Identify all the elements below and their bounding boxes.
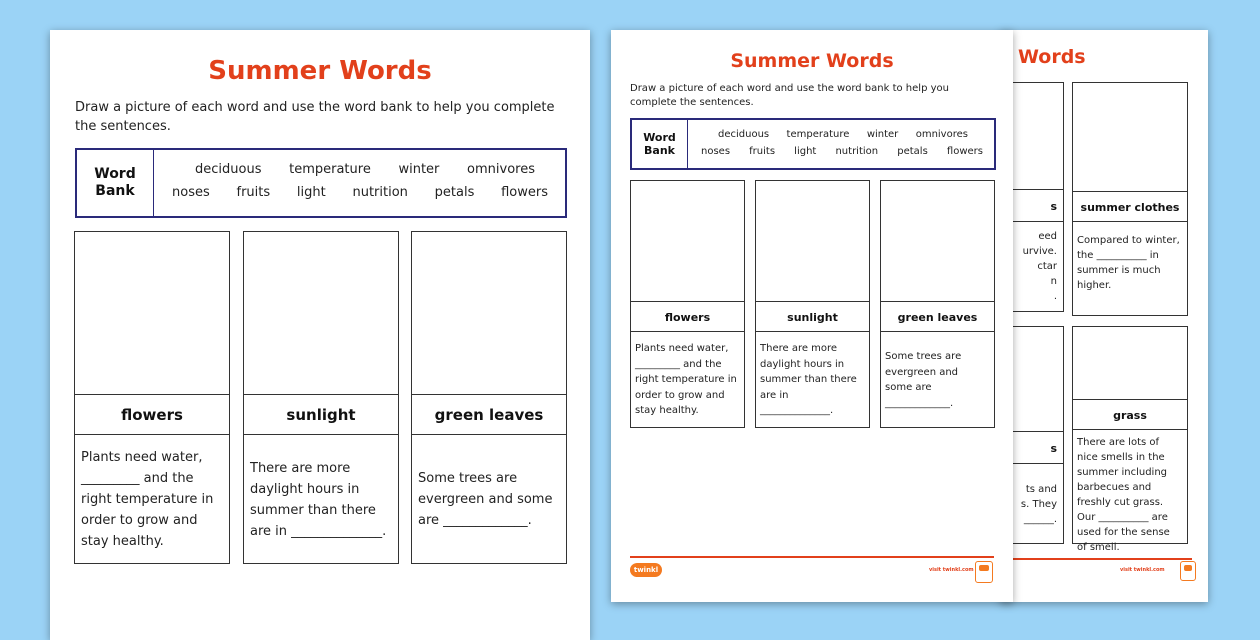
- back-card-sentence: There are lots of nice smells in the summer including barbecues and freshly cut grass. Our __________ are used for the sense of smell.: [1077, 437, 1170, 553]
- bank-word: nutrition: [835, 146, 879, 157]
- front-instructions: Draw a picture of each word and use the word bank to help you complete the sentences.: [75, 100, 555, 134]
- front-card-sentence: Some trees are evergreen and some are _____________.: [418, 471, 553, 528]
- front-card-sentence: There are more daylight hours in summer than there are in ______________.: [250, 460, 387, 539]
- front-word-bank-row1: [195, 162, 535, 177]
- middle-card-sunlight: [755, 180, 870, 428]
- back-footer-line: [1010, 558, 1192, 560]
- bank-word: petals: [897, 146, 928, 157]
- bank-word: petals: [434, 185, 475, 200]
- back-card-word: summer clothes: [1073, 193, 1187, 222]
- middle-word-bank-label: Word Bank: [632, 120, 688, 168]
- twinkl-logo: twinkl: [630, 563, 662, 577]
- bank-word: temperature: [289, 162, 371, 177]
- middle-card-flowers: [630, 180, 745, 428]
- front-card-green-leaves: [411, 231, 567, 564]
- bank-word: temperature: [786, 129, 850, 140]
- front-worksheet: [50, 30, 590, 640]
- back-partial-line: ts and: [1025, 483, 1057, 495]
- middle-card-word: green leaves: [881, 303, 994, 332]
- bank-word: light: [794, 146, 817, 157]
- middle-word-bank: [630, 118, 996, 170]
- back-award-badge-icon: [1180, 561, 1196, 581]
- front-word-bank-row2: [172, 185, 548, 200]
- front-worksheet-title: Summer Words: [208, 56, 432, 86]
- front-card-word: flowers: [75, 396, 229, 435]
- back-card-summer-clothes: [1072, 82, 1188, 316]
- middle-card-word: flowers: [631, 303, 744, 332]
- back-partial-line: eed: [1038, 231, 1057, 242]
- back-card-word: grass: [1073, 401, 1187, 430]
- middle-card-sentence: There are more daylight hours in summer than there are in ______________.: [760, 343, 857, 417]
- bank-word: flowers: [501, 185, 548, 200]
- front-card-sentence: Plants need water, _________ and the right temperature in order to grow and stay healthy.: [81, 450, 214, 549]
- back-partial-line: urvive.: [1022, 246, 1057, 257]
- front-card-sunlight: [243, 231, 399, 564]
- front-card-word: sunlight: [244, 396, 398, 435]
- middle-word-bank-row2: [701, 146, 983, 157]
- front-card-word: green leaves: [412, 396, 566, 435]
- back-worksheet: [1000, 30, 1208, 602]
- middle-footer-url: visit twinkl.com: [929, 567, 974, 573]
- middle-instructions: Draw a picture of each word and use the word bank to help you complete the sentences.: [630, 83, 949, 108]
- bank-word: winter: [398, 162, 440, 177]
- middle-card-word: sunlight: [756, 303, 869, 332]
- back-partial-line: s. They: [1020, 498, 1057, 510]
- back-worksheet-title: Words: [1018, 46, 1086, 68]
- middle-card-sentence: Some trees are evergreen and some are _____________.: [885, 351, 962, 409]
- back-card-sentence: Compared to winter, the __________ in summer is much higher.: [1077, 235, 1180, 291]
- back-partial-line: ______.: [1023, 513, 1057, 525]
- bank-word: omnivores: [467, 162, 535, 177]
- award-badge-icon: [975, 561, 993, 583]
- back-partial-line: ctar: [1037, 261, 1057, 272]
- middle-worksheet-title: Summer Words: [730, 50, 894, 72]
- middle-card-sentence: Plants need water, _________ and the right temperature in order to grow and stay healthy.: [635, 343, 737, 417]
- front-card-flowers: [74, 231, 230, 564]
- front-word-bank-label: Word Bank: [77, 150, 154, 216]
- bank-word: deciduous: [718, 129, 770, 140]
- bank-word: omnivores: [915, 129, 968, 140]
- middle-word-bank-row1: [718, 129, 968, 140]
- back-partial-line: .: [1053, 291, 1057, 302]
- back-footer-url: visit twinkl.com: [1120, 567, 1165, 573]
- bank-word: fruits: [236, 185, 271, 200]
- middle-worksheet: [611, 30, 1013, 602]
- middle-footer-line: [630, 556, 994, 558]
- bank-word: flowers: [946, 146, 983, 157]
- bank-word: noses: [701, 146, 731, 157]
- back-partial-word-top: s: [1000, 191, 1063, 222]
- back-partial-word-bottom: s: [1000, 433, 1063, 464]
- bank-word: deciduous: [195, 162, 262, 177]
- front-word-bank: [75, 148, 567, 218]
- bank-word: noses: [172, 185, 210, 200]
- bank-word: light: [296, 185, 326, 200]
- bank-word: winter: [866, 129, 899, 140]
- bank-word: fruits: [749, 146, 776, 157]
- bank-word: nutrition: [352, 185, 408, 200]
- back-partial-line: n: [1050, 276, 1057, 287]
- middle-card-green-leaves: [880, 180, 995, 428]
- back-card-grass: [1072, 326, 1188, 553]
